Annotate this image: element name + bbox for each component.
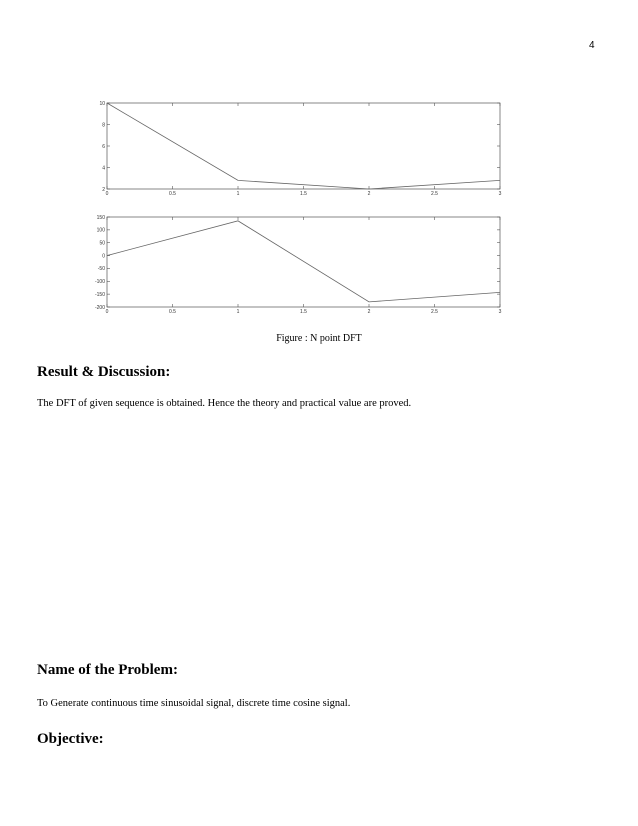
phase-plot-xtick-label: 0.5 <box>169 309 176 315</box>
magnitude-plot-ytick-label: 10 <box>99 100 105 107</box>
figure-caption <box>0 333 638 344</box>
magnitude-plot-svg <box>85 98 510 198</box>
phase-plot-series-line <box>107 221 500 302</box>
magnitude-plot-xtick-label: 1 <box>236 191 240 197</box>
phase-plot-ytick-label: -50 <box>97 266 105 273</box>
magnitude-plot-xtick-label: 1.5 <box>300 191 307 197</box>
magnitude-plot-series-line <box>107 103 500 189</box>
phase-plot-ytick-label: -150 <box>94 291 105 298</box>
phase-plot-xtick-label: 1 <box>236 309 240 315</box>
phase-plot <box>85 212 510 316</box>
objective-heading: Objective: <box>37 731 104 747</box>
magnitude-plot-axes-box <box>107 103 500 189</box>
phase-plot-xtick-label: 1.5 <box>300 309 307 315</box>
problem-name-heading: Name of the Problem: <box>37 662 178 678</box>
magnitude-plot-xtick-label: 0 <box>105 191 109 197</box>
result-discussion-text: The DFT of given sequence is obtained. Hence the theory and practical value are proved. <box>37 398 412 409</box>
magnitude-plot-ytick-label: 6 <box>102 143 105 150</box>
phase-plot-svg <box>85 212 510 316</box>
phase-plot-ytick-label: -100 <box>94 279 105 286</box>
phase-plot-xtick-label: 2.5 <box>431 309 438 315</box>
magnitude-plot-xtick-label: 2.5 <box>431 191 438 197</box>
phase-plot-ytick-label: -200 <box>94 304 105 311</box>
magnitude-plot-xtick-label: 3 <box>498 191 502 197</box>
phase-plot-ytick-label: 0 <box>102 253 105 260</box>
magnitude-plot-ytick-label: 2 <box>102 186 105 193</box>
magnitude-plot-xtick-label: 2 <box>367 191 371 197</box>
phase-plot-ytick-label: 150 <box>96 214 105 221</box>
magnitude-plot-ytick-label: 4 <box>102 165 105 172</box>
magnitude-plot <box>85 98 510 198</box>
phase-plot-xtick-label: 0 <box>105 309 109 315</box>
magnitude-plot-ytick-label: 8 <box>102 122 105 129</box>
magnitude-plot-xtick-label: 0.5 <box>169 191 176 197</box>
problem-name-text: To Generate continuous time sinusoidal signal, discrete time cosine signal. <box>37 698 351 709</box>
phase-plot-xtick-label: 3 <box>498 309 502 315</box>
phase-plot-ytick-label: 100 <box>96 227 105 234</box>
page-number: 4 <box>589 40 595 51</box>
phase-plot-ytick-label: 50 <box>99 240 105 247</box>
phase-plot-xtick-label: 2 <box>367 309 371 315</box>
result-discussion-heading: Result & Discussion: <box>37 364 171 380</box>
phase-plot-axes-box <box>107 217 500 307</box>
figure-caption-text: Figure : N point DFT <box>276 333 362 344</box>
